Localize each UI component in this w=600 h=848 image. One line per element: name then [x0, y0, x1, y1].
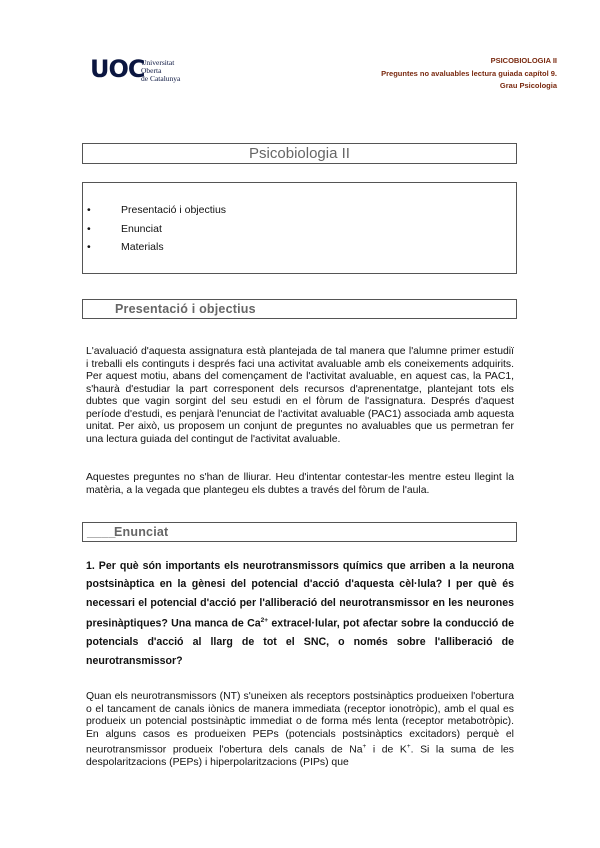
section-heading-presentacio [82, 299, 517, 319]
superscript: + [406, 743, 411, 750]
section-heading-enunciat [82, 522, 517, 542]
intro-note-paragraph: Aquestes preguntes no s'han de lliurar. Heu d'intentar contestar-les mentre esteu llegint la matèria, a la vegada que plantegeu els dubtes a través del fòrum de l'aula. [86, 472, 514, 496]
toc-item-label: Presentació i objectius [121, 204, 227, 216]
toc-item-label: Enunciat [121, 222, 162, 235]
question-text: 1. Per què són importants els neurotransmissors químics que arriben a la neurona postsinàptica en la gènesi del potencial d'acció d'aquesta cèl·lula? I per què és necessari el potencial d'acció per l'alliberació del neurotransmissor en les neurones presinàptiques? Una manca de Ca [86, 560, 514, 630]
header-program: Grau Psicologia [499, 81, 557, 90]
logo-text-line: Oberta [141, 66, 162, 75]
bullet-icon: • [87, 241, 91, 253]
page-title: Psicobiologia II [82, 143, 517, 164]
header-course: PSICOBIOLOGIA II [490, 56, 557, 65]
bullet-icon: • [87, 222, 91, 235]
answer-text: Quan els neurotransmissors (NT) s'uneixen als receptors postsinàptics produeixen l'obertura o el tancament de canals iònics de manera immediata (receptor ionotròpic), amb el qual es produeix un potencial postsinàptic immediat o de forma més lenta (receptor metabotròpic). En alguns casos es produeixen PEPs (potencials postsinàptics excitadors) perquè el neurotransmissor produeix l'obertura dels canals de Na [86, 691, 514, 756]
section-heading-label: Presentació i objectius [115, 302, 256, 316]
question-text: extracel·lular, pot afectar sobre la conducció de potencials d'acció al llarg de tot el SNC, o només sobre l'alliberació de neurotransmissor? [86, 617, 514, 667]
header-doc-title: Preguntes no avaluables lectura guiada capítol 9. [381, 68, 557, 78]
intro-paragraph: L'avaluació d'aquesta assignatura està plantejada de tal manera que l'alumne primer estudiï i treballi els continguts i després faci una activitat avaluable amb els coneixements adquirits. Per aquest motiu, abans del començament de l'activitat avaluable, en aquest cas, la PAC1, s'haurà d'estudiar la part corresponent dels recursos d'aprenentatge, plantejant tots els dubtes que vagin sorgint del seu estudi en el fòrum de l'assignatura. Després d'aquest període d'estudi, es penjarà l'enunciat de l'activitat avaluable (PAC1) associada amb aquesta unitat. Per això, us proposem un conjunt de preguntes no avaluables que us permetran fer una lectura guiada del contingut de l'activitat avaluable. [86, 346, 514, 445]
toc-item-label: Materials [121, 241, 164, 253]
superscript: 2+ [260, 617, 269, 625]
section-heading-underline: ____ [87, 525, 116, 539]
bullet-icon: • [87, 204, 91, 216]
uoc-logo [90, 56, 190, 86]
logo-text [141, 59, 180, 83]
logo-text-line: Universitat [141, 58, 175, 67]
table-of-contents [82, 182, 517, 274]
section-heading-label: Enunciat [114, 525, 169, 539]
answer-text: . Si la suma de les despolaritzacions (PEPs) i hiperpolaritzacions (PIPs) que [86, 744, 514, 768]
answer-paragraph [86, 691, 514, 769]
logo-mark: UOC [90, 55, 145, 83]
question-1 [86, 557, 514, 670]
answer-text: i de K [366, 744, 407, 756]
header-info [381, 55, 557, 93]
superscript: + [362, 743, 367, 750]
logo-text-line: de Catalunya [141, 74, 181, 83]
